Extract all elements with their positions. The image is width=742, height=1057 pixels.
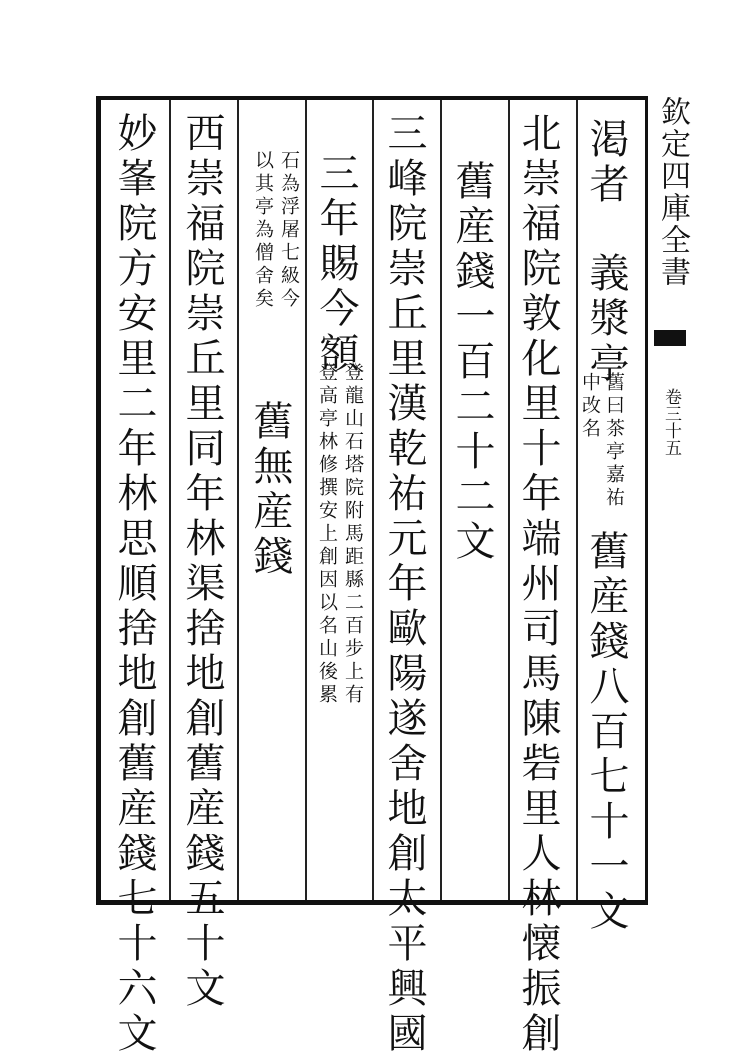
text-column-1-head: 渇者 [583,118,629,208]
column-divider [169,100,171,900]
frame-top-rule [100,96,648,100]
margin-book-title: 欽定四庫全書 [655,96,690,288]
margin-juan-number: 卷三十五 [661,388,681,456]
text-column-2: 北崇福院敦化里十年端州司馬陳砦里人林懐振創 [515,112,561,1057]
text-column-5-note-b: 登高亭林修撰安上創因以名山後累 [316,362,338,707]
text-column-3: 舊産錢一百二十二文 [449,160,495,565]
column-divider [576,100,578,900]
text-column-8: 妙峯院方安里二年林思順捨地創舊産錢七十六文 [111,112,157,1057]
text-column-6-note-b: 以其亭為僧舍矣 [252,150,274,311]
column-divider [372,100,374,900]
text-column-1-name: 義漿亭 [583,252,629,387]
frame-left-rule [96,96,101,905]
text-column-1-note: 舊曰茶亭嘉祐中改名 [579,372,625,510]
column-divider [440,100,442,900]
column-divider [305,100,307,900]
text-column-4: 三峰院崇丘里漢乾祐元年歐陽遂舍地創太平興國 [381,112,427,1057]
frame-right-rule [645,96,648,905]
text-column-6-note-a: 石為浮屠七級今 [278,150,300,311]
fish-tail-mark [654,330,686,346]
text-column-7: 西崇福院崇丘里同年林渠捨地創舊産錢五十文 [179,112,225,1012]
column-divider [237,100,239,900]
text-column-6-tax: 舊無産錢 [247,400,293,580]
text-column-5-note-a: 登龍山石塔院附馬距縣二百步上有 [342,362,364,707]
text-column-1-tax: 舊産錢八百七十一文 [583,530,629,935]
text-column-5-head: 三年賜今額 [313,152,359,377]
column-divider [508,100,510,900]
